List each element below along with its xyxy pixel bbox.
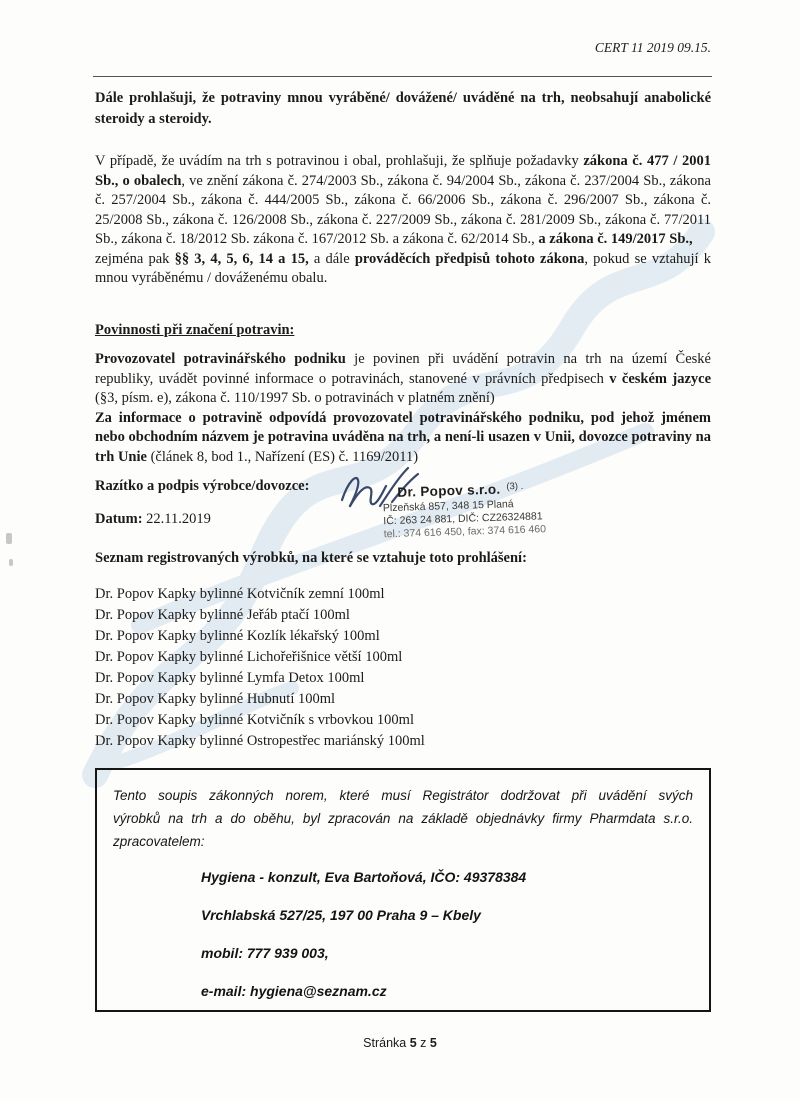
product-item: Dr. Popov Kapky bylinné Jeřáb ptačí 100ml [95, 607, 350, 623]
product-item: Dr. Popov Kapky bylinné Hubnutí 100ml [95, 691, 336, 707]
scan-artifact [9, 559, 13, 566]
header-divider [93, 76, 712, 77]
declaration-packaging [95, 152, 711, 289]
product-item: Dr. Popov Kapky bylinné Kotvičník zemní 100ml [95, 586, 385, 602]
text-run: , pokud se vztahují k mnou vyráběnému / dováženému obalu. [95, 250, 711, 286]
product-item: Dr. Popov Kapky bylinné Kotvičník s vrbovkou 100ml [95, 712, 414, 728]
text-run: , ve znění zákona č. 274/2003 Sb., zákona č. 94/2004 Sb., zákona č. 237/2004 Sb., zákona č. 257/2004 Sb., zákona č. 444/2005 Sb., zákona č. 66/2006 Sb., zákona č. 296/2007 Sb., zákona č. 25/2008 Sb., zákona č. 126/2008 Sb., zákona č. 227/2009 Sb., zákona č. 281/2009 Sb., zákona č. 77/2011 Sb., zákona č. 18/2012 Sb. zákona č. 167/2012 Sb. a zákona č. 62/2014 Sb., [95, 172, 711, 247]
stamp-company-name: Dr. Popov s.r.o. [397, 481, 501, 500]
product-list [95, 584, 711, 752]
product-item: Dr. Popov Kapky bylinné Ostropestřec mariánský 100ml [95, 733, 425, 749]
stamp-note: (3) . [506, 480, 524, 493]
declaration-anabolic: Dále prohlašuji, že potraviny mnou vyráběné/ dovážené/ uváděné na trh, neobsahují anabolické steroidy a steroidy. [95, 90, 711, 127]
stamp-contacts: tel.: 374 616 450, fax: 374 616 460 [383, 523, 547, 541]
registrar-contact-lines [201, 869, 693, 999]
text-run: (§3, písm. e), zákona č. 110/1997 Sb. o potravinách v platném znění) [95, 390, 495, 406]
registrar-line: mobil: 777 939 003, [201, 945, 329, 961]
date-row [95, 511, 211, 528]
text-run: je povinen při uvádění potravin na trh na území České republiky, uvádět povinné informace o potravinách, stanovené v právních předpisech [95, 351, 711, 387]
products-heading: Seznam registrovaných výrobků, na které se vztahuje toto prohlášení: [95, 550, 527, 566]
product-item: Dr. Popov Kapky bylinné Lichořeřišnice větší 100ml [95, 649, 403, 665]
stamp-signature-label: Razítko a podpis výrobce/dovozce: [95, 478, 310, 494]
registrar-line: Vrchlabská 527/25, 197 00 Praha 9 – Kbely [201, 907, 481, 923]
product-item: Dr. Popov Kapky bylinné Lymfa Detox 100ml [95, 670, 365, 686]
registrar-line: Hygiena - konzult, Eva Bartoňová, IČO: 49378384 [201, 869, 527, 885]
text-run: (článek 8, bod 1., Nařízení (ES) č. 1169/2011) [146, 448, 419, 465]
page-footer [0, 1036, 800, 1050]
text-run-bold: §§ 3, 4, 5, 6, 14 a 15, [174, 250, 309, 267]
footer-prefix: Stránka [363, 1036, 410, 1050]
text-run-bold: v českém jazyce [609, 370, 711, 387]
text-run: zejména pak [95, 250, 175, 267]
text-run-bold: Za informace o potravině odpovídá provozovatel potravinářského podniku, pod jehož jménem nebo obchodním názvem je potravina uváděna na trh, a není-li usazen v Unii, dovozce potraviny na trh Unie [95, 409, 711, 465]
text-run-bold: prováděcích předpisů tohoto zákona [354, 250, 585, 267]
text-run: V případě, že uvádím na trh s potravinou i obal, prohlašuji, že splňuje požadavky [95, 153, 584, 169]
scan-artifact [6, 533, 12, 544]
doc-code: CERT 11 2019 09.15. [594, 40, 711, 55]
footer-middle: z [416, 1036, 430, 1050]
company-stamp [377, 478, 599, 542]
text-run-bold: Provozovatel potravinářského podniku [95, 351, 346, 367]
footer-page-number: 5 [409, 1036, 417, 1050]
stamp-registration-ids: IČ: 263 24 881, DIČ: CZ26324881 [383, 510, 543, 528]
text-run-bold: a zákona č. 149/2017 Sb., [538, 231, 693, 247]
text-run-bold: zákona č. 477 / 2001 Sb., o obalech [95, 153, 711, 189]
labeling-paragraph [95, 350, 711, 467]
labeling-heading: Povinnosti při značení potravin: [95, 322, 295, 338]
date-label: Datum: [95, 511, 143, 527]
stamp-address: Plzeňská 857, 348 15 Planá [382, 498, 514, 515]
date-value: 22.11.2019 [146, 511, 211, 527]
text-run: a dále [308, 250, 355, 267]
registrar-box [95, 768, 711, 1012]
registrar-line: e-mail: hygiena@seznam.cz [201, 983, 387, 999]
registrar-intro: Tento soupis zákonných norem, které musí Registrátor dodržovat při uvádění svých výrobků na trh a do oběhu, byl zpracován na základě objednávky firmy Pharmdata s.r.o. zpracovatelem: [113, 788, 693, 849]
footer-total-pages: 5 [429, 1036, 437, 1050]
product-item: Dr. Popov Kapky bylinné Kozlík lékařský 100ml [95, 628, 380, 644]
